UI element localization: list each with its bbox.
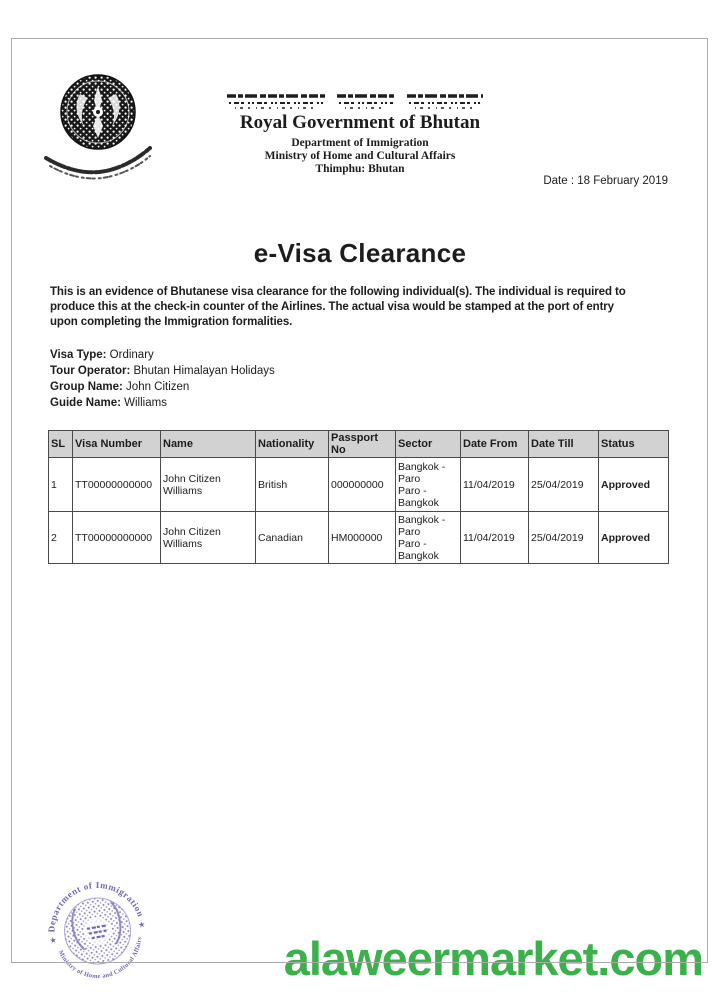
col-header-passport-no: Passport No [329,431,396,458]
watermark-text: alaweermarket.com [283,932,703,985]
stamp-top-text: Department of Immigration [46,880,146,933]
col-header-sl: SL [49,431,73,458]
intro-line: This is an evidence of Bhutanese visa clearance for the following individual(s). The individual is required to [50,286,626,298]
dzongkha-script-line [225,90,485,117]
col-header-nationality: Nationality [256,431,329,458]
sector-cell: Bangkok - Paro Paro - Bangkok [396,458,461,512]
page-title: e-Visa Clearance [253,238,467,268]
table-row: 2 TT00000000000 John Citizen Williams Canadian HM000000 Bangkok - Paro Paro - Bangkok 11/04/2019 25/04/2019 Approved [49,512,669,564]
col-header-name: Name [161,431,256,458]
field-group-name: Group Name: John Citizen [50,381,190,393]
col-header-date-till: Date Till [529,431,599,458]
table-row: 1 TT00000000000 John Citizen Williams British 000000000 Bangkok - Paro Paro - Bangkok 11/04/2019 25/04/2019 Approved [49,458,669,512]
sector-cell: Bangkok - Paro Paro - Bangkok [396,512,461,564]
bhutan-national-emblem-icon [40,70,155,195]
visa-detail-fields [50,347,275,411]
intro-paragraph [50,285,680,330]
location-line: Thimphu: Bhutan [315,163,405,175]
field-visa-type: Visa Type: Ordinary [50,349,154,361]
col-header-visa-number: Visa Number [73,431,161,458]
field-guide-name: Guide Name: Williams [50,397,167,409]
col-header-status: Status [599,431,669,458]
status-cell: Approved [599,512,669,564]
ministry-line: Ministry of Home and Cultural Affairs [264,150,456,162]
document-date: Date : 18 February 2019 [543,175,668,187]
department-line: Department of Immigration [291,137,429,149]
stamp-bottom-text: Ministry of Home and Cultural Affairs [56,936,144,981]
intro-line: upon completing the Immigration formalities. [50,316,293,328]
stamp-star-right: ★ [137,919,147,930]
immigration-stamp-icon [33,866,164,1001]
stamp-star-left: ★ [48,935,58,946]
status-cell: Approved [599,458,669,512]
col-header-date-from: Date From [461,431,529,458]
visa-clearance-table [48,430,669,564]
table-header-row [49,431,669,458]
intro-line: produce this at the check-in counter of the Airlines. The actual visa would be stamped at the port of entry [50,301,614,313]
field-tour-operator: Tour Operator: Bhutan Himalayan Holidays [50,365,275,377]
col-header-sector: Sector [396,431,461,458]
org-name: Royal Government of Bhutan [239,112,481,133]
